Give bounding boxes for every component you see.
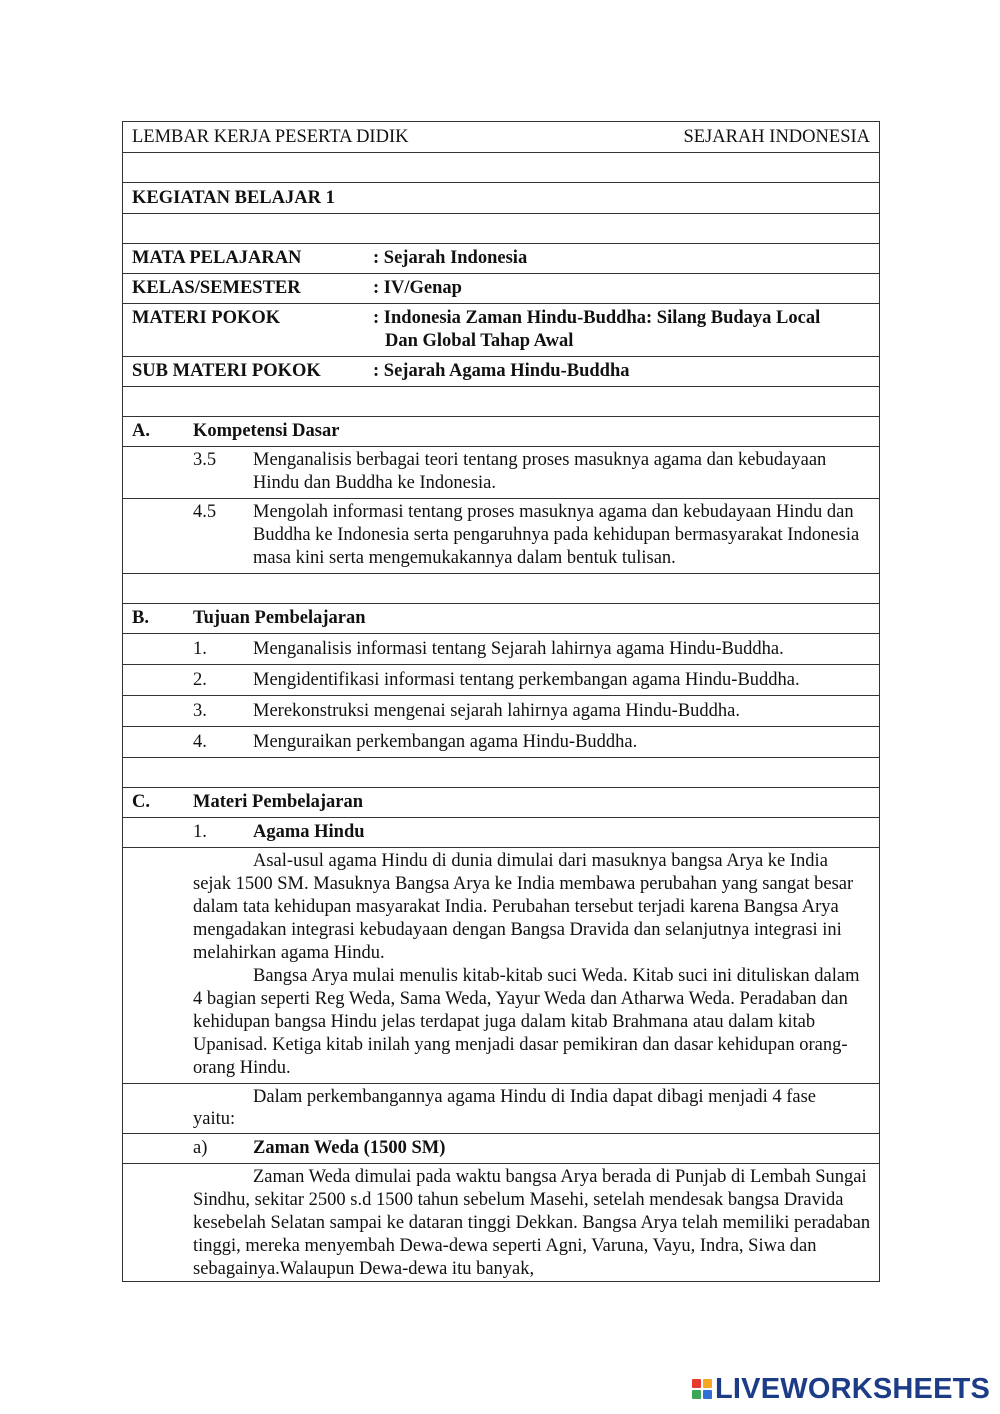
- subsection-title: Zaman Weda (1500 SM): [253, 1138, 446, 1158]
- info-key: MATERI POKOK: [132, 308, 281, 328]
- info-value: : Sejarah Indonesia: [373, 248, 528, 268]
- list-item: [123, 499, 879, 574]
- item-number: a): [193, 1138, 208, 1158]
- item-number: 3.: [193, 701, 207, 721]
- list-item: [123, 447, 879, 499]
- section-title: Materi Pembelajaran: [193, 792, 364, 812]
- section-c-heading: [123, 788, 879, 818]
- section-label: B.: [132, 608, 149, 628]
- info-value: : Indonesia Zaman Hindu-Buddha: Silang Budaya Local: [373, 308, 821, 328]
- paragraph-block: [123, 1084, 879, 1134]
- info-key: KELAS/SEMESTER: [132, 278, 301, 298]
- subsection-heading: [123, 1134, 879, 1164]
- header-left: LEMBAR KERJA PESERTA DIDIK: [132, 126, 409, 147]
- worksheet-table: [122, 121, 880, 1282]
- item-text: Menguraikan perkembangan agama Hindu-Buddha.: [253, 732, 638, 752]
- info-value: : IV/Genap: [373, 278, 462, 298]
- spacer-row: [123, 574, 879, 604]
- item-text: Mengolah informasi tentang proses masuknya agama dan kebudayaan Hindu dan Buddha ke Indonesia serta pengaruhnya pada kehidupan bermasyarakat Indonesia masa kini serta mengemukakannya dalam bentuk tulisan.: [253, 502, 860, 568]
- item-number: 3.5: [193, 450, 217, 470]
- info-key: MATA PELAJARAN: [132, 248, 302, 268]
- subsection-heading: [123, 818, 879, 848]
- item-number: 4.: [193, 732, 207, 752]
- watermark-text: LIVEWORKSHEETS: [715, 1372, 991, 1405]
- paragraph: Dalam perkembangannya agama Hindu di India dapat dibagi menjadi 4 fase yaitu:: [193, 1087, 817, 1129]
- section-title: Kompetensi Dasar: [193, 421, 340, 441]
- info-row: [123, 244, 879, 274]
- section-label: A.: [132, 421, 150, 441]
- list-item: [123, 727, 879, 758]
- list-item: [123, 665, 879, 696]
- liveworksheets-watermark: [692, 1374, 990, 1404]
- section-label: C.: [132, 792, 150, 812]
- spacer-row: [123, 214, 879, 244]
- item-text: Mengidentifikasi informasi tentang perkembangan agama Hindu-Buddha.: [253, 670, 800, 690]
- item-text: Menganalisis berbagai teori tentang proses masuknya agama dan kebudayaan Hindu dan Buddha ke Indonesia.: [253, 450, 827, 493]
- section-a-heading: [123, 417, 879, 447]
- paragraph: Asal-usul agama Hindu di dunia dimulai dari masuknya bangsa Arya ke India sejak 1500 SM. Masuknya Bangsa Arya ke India membawa perubahan yang sangat besar dalam tata kehidupan masyarakat India. Perubahan tersebut terjadi karena Bangsa Arya mengadakan integrasi kebudayaan dengan Bangsa Dravida dan selanjutnya integrasi ini melahirkan agama Hindu.: [193, 851, 854, 963]
- worksheet-header: [123, 122, 879, 153]
- item-number: 1.: [193, 639, 207, 659]
- spacer-row: [123, 153, 879, 183]
- liveworksheets-logo-icon: [692, 1379, 712, 1399]
- list-item: [123, 634, 879, 665]
- subsection-title: Agama Hindu: [253, 822, 365, 842]
- section-b-heading: [123, 604, 879, 634]
- section-title: Tujuan Pembelajaran: [193, 608, 366, 628]
- item-text: Menganalisis informasi tentang Sejarah lahirnya agama Hindu-Buddha.: [253, 639, 784, 659]
- info-row: [123, 274, 879, 304]
- spacer-row: [123, 758, 879, 788]
- item-text: Merekonstruksi mengenai sejarah lahirnya agama Hindu-Buddha.: [253, 701, 741, 721]
- info-value-continued: Dan Global Tahap Awal: [385, 331, 574, 351]
- list-item: [123, 696, 879, 727]
- item-number: 4.5: [193, 502, 217, 522]
- kegiatan-title: KEGIATAN BELAJAR 1: [123, 183, 879, 214]
- info-row: [123, 357, 879, 387]
- info-value: : Sejarah Agama Hindu-Buddha: [373, 361, 630, 381]
- paragraph-block: [123, 848, 879, 1084]
- info-row: [123, 304, 879, 357]
- header-right: SEJARAH INDONESIA: [683, 126, 870, 147]
- paragraph: Bangsa Arya mulai menulis kitab-kitab suci Weda. Kitab suci ini dituliskan dalam 4 bagian seperti Reg Weda, Sama Weda, Yayur Weda dan Atharwa Weda. Peradaban dan kehidupan bangsa Hindu jelas terdapat juga dalam kitab Brahmana atau dalam kitab Upanisad. Ketiga kitab inilah yang menjadi dasar pemikiran dan dasar kehidupan orang-orang Hindu.: [193, 966, 860, 1078]
- spacer-row: [123, 387, 879, 417]
- item-number: 1.: [193, 822, 207, 842]
- info-key: SUB MATERI POKOK: [132, 361, 321, 381]
- item-number: 2.: [193, 670, 207, 690]
- paragraph: Zaman Weda dimulai pada waktu bangsa Arya berada di Punjab di Lembah Sungai Sindhu, sekitar 2500 s.d 1500 tahun sebelum Masehi, setelah mendesak bangsa Dravida kesebelah Selatan sampai ke dataran tinggi Dekkan. Bangsa Arya telah memiliki peradaban tinggi, mereka menyembah Dewa-dewa seperti Agni, Varuna, Vayu, Indra, Siwa dan sebagainya.Walaupun Dewa-dewa itu banyak,: [193, 1167, 871, 1279]
- paragraph-block: [123, 1164, 879, 1282]
